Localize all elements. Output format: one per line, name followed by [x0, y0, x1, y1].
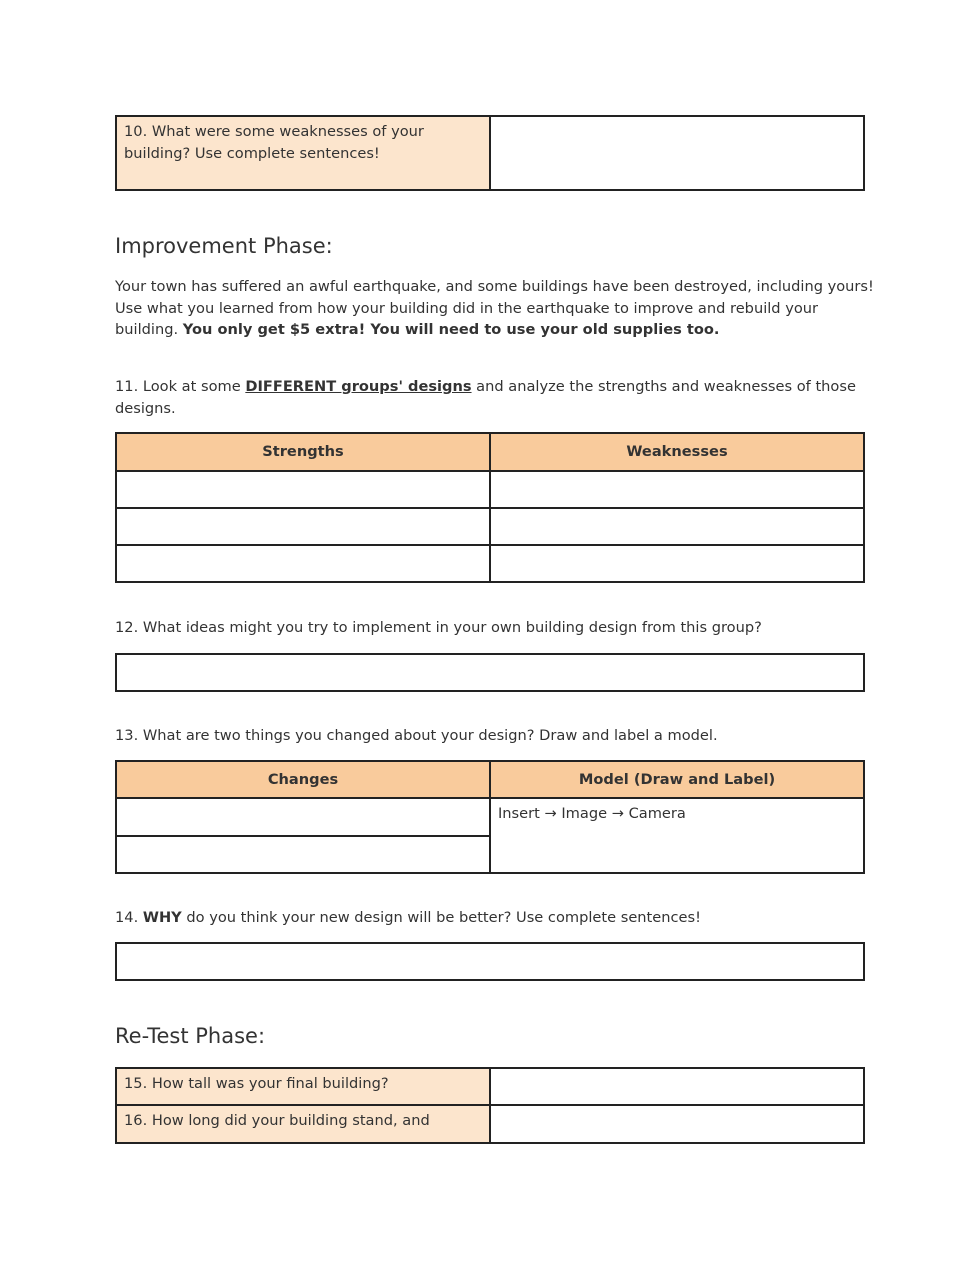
strength-cell[interactable] — [116, 545, 490, 582]
q14-bold: WHY — [142, 909, 182, 926]
q14-prefix: 14. — [115, 909, 143, 926]
retest-heading: Re-Test Phase: — [115, 1024, 266, 1048]
intro-bold-text: You only get $5 extra! You will need to use your old supplies too. — [182, 321, 720, 338]
q11-prefix: 11. Look at some — [115, 378, 246, 395]
model-header: Model (Draw and Label) — [490, 761, 864, 798]
q14-answer-cell[interactable] — [116, 943, 864, 980]
q10-answer-cell[interactable] — [490, 116, 864, 190]
strength-cell[interactable] — [116, 508, 490, 545]
strengths-weaknesses-table — [115, 432, 865, 583]
strengths-header: Strengths — [116, 433, 490, 471]
q11-prompt — [115, 376, 875, 419]
weaknesses-header: Weaknesses — [490, 433, 864, 471]
improvement-heading: Improvement Phase: — [115, 234, 333, 258]
change-cell[interactable] — [116, 798, 490, 836]
retest-table — [115, 1067, 865, 1144]
weakness-cell[interactable] — [490, 545, 864, 582]
weakness-cell[interactable] — [490, 471, 864, 508]
q14-suffix: do you think your new design will be better? Use complete sentences! — [181, 909, 701, 926]
designs-link[interactable]: DIFFERENT groups' designs — [245, 378, 472, 395]
q16-answer-cell[interactable] — [490, 1105, 864, 1143]
q13-prompt: 13. What are two things you changed about your design? Draw and label a model. — [115, 727, 718, 744]
change-cell[interactable] — [116, 836, 490, 873]
q12-prompt: 12. What ideas might you try to implement in your own building design from this group? — [115, 619, 762, 636]
weakness-cell[interactable] — [490, 508, 864, 545]
q15-prompt: 15. How tall was your final building? — [116, 1068, 490, 1105]
q15-answer-cell[interactable] — [490, 1068, 864, 1105]
q12-table — [115, 653, 865, 692]
model-hint: Insert → Image → Camera — [498, 805, 686, 822]
q12-answer-cell[interactable] — [116, 654, 864, 691]
changes-model-table — [115, 760, 865, 874]
model-cell[interactable] — [490, 798, 864, 873]
q14-table — [115, 942, 865, 981]
q14-prompt — [115, 907, 875, 929]
intro-text: Your town has suffered an awful earthquake, and some buildings have been destroyed, including yours! Use what you learned from how your building did in the earthquake to improve and rebuild your building. — [115, 278, 874, 338]
changes-header: Changes — [116, 761, 490, 798]
q10-prompt: 10. What were some weaknesses of your building? Use complete sentences! — [116, 116, 490, 190]
q16-prompt: 16. How long did your building stand, and — [116, 1105, 490, 1143]
strength-cell[interactable] — [116, 471, 490, 508]
improvement-intro — [115, 276, 875, 341]
q11-suffix: and analyze the strengths and weaknesses of those designs. — [115, 378, 856, 417]
q10-table — [115, 115, 865, 191]
